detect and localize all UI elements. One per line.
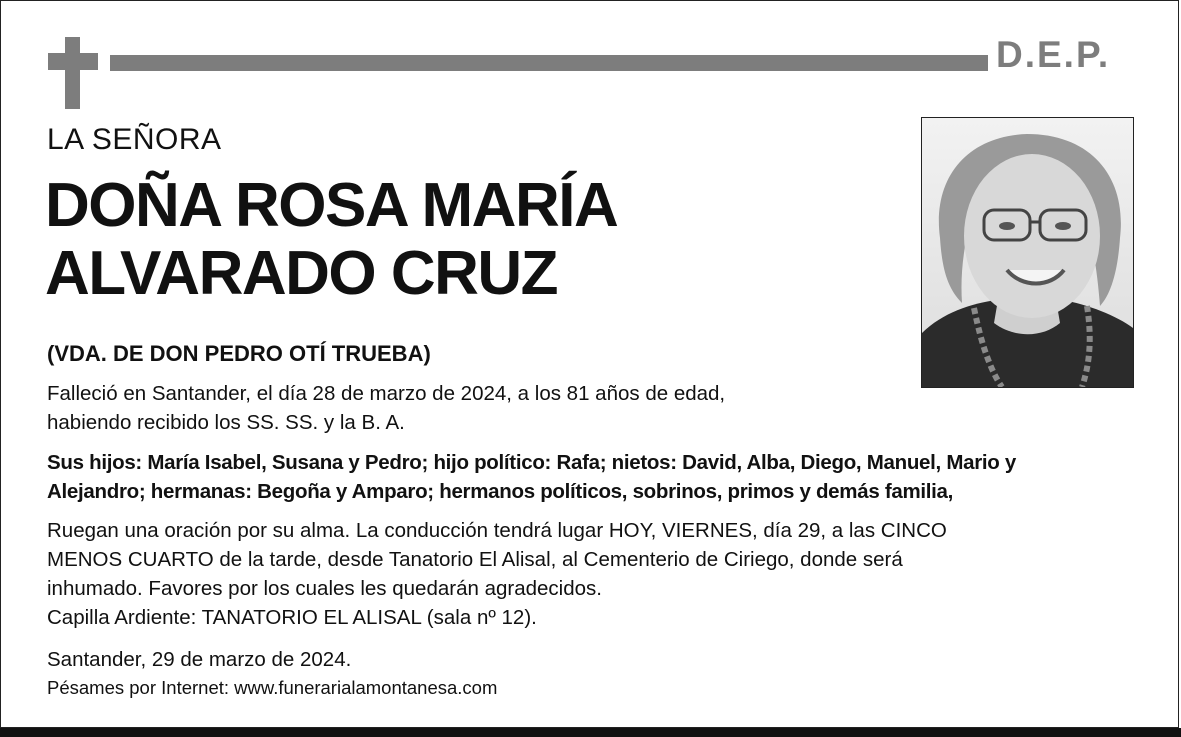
dep-label: D.E.P. (996, 34, 1111, 75)
widow-of: (VDA. DE DON PEDRO OTÍ TRUEBA) (47, 341, 431, 366)
header-rule (110, 55, 988, 71)
name-line-1: DOÑA ROSA MARÍA (45, 171, 618, 240)
portrait-photo (921, 117, 1134, 388)
family-line-1: Sus hijos: María Isabel, Susana y Pedro; hijo político: Rafa; nietos: David, Alba, Diego, Manuel, Mario y (47, 451, 1017, 474)
ceremony-line-2: MENOS CUARTO de la tarde, desde Tanatorio El Alisal, al Cementerio de Ciriego, donde será (47, 548, 903, 571)
ceremony-line-3: inhumado. Favores por los cuales les quedarán agradecidos. (47, 577, 602, 600)
bottom-rule (0, 728, 1181, 737)
family-line-2: Alejandro; hermanas: Begoña y Amparo; hermanos políticos, sobrinos, primos y demás familia, (47, 480, 954, 503)
condolences-link: Pésames por Internet: www.funerarialamontanesa.com (47, 677, 498, 698)
salutation: LA SEÑORA (47, 123, 222, 156)
date-place: Santander, 29 de marzo de 2024. (47, 648, 352, 671)
deceased-name (45, 172, 617, 308)
ceremony-line-4: Capilla Ardiente: TANATORIO EL ALISAL (sala nº 12). (47, 606, 537, 629)
ceremony-line-1: Ruegan una oración por su alma. La conducción tendrá lugar HOY, VIERNES, día 29, a las CINCO (47, 519, 947, 542)
death-line-2: habiendo recibido los SS. SS. y la B. A. (47, 411, 405, 434)
name-line-2: ALVARADO CRUZ (45, 239, 558, 308)
death-line-1: Falleció en Santander, el día 28 de marzo de 2024, a los 81 años de edad, (47, 382, 726, 405)
